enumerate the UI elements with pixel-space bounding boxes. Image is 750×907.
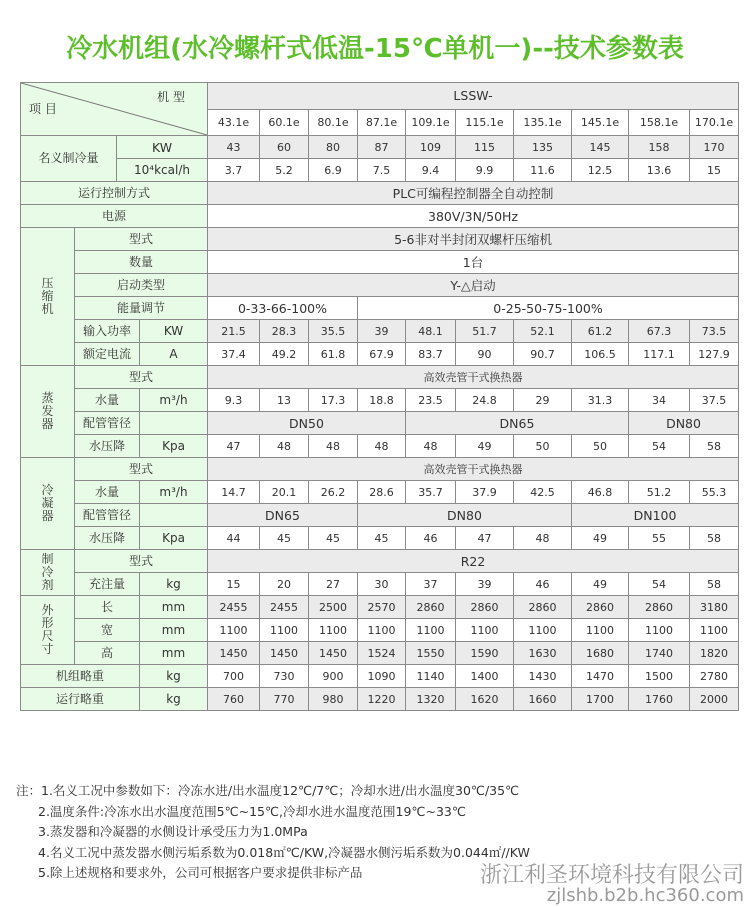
value-cell: 2860 xyxy=(456,596,514,619)
table-row xyxy=(21,481,739,504)
value-cell: 2860 xyxy=(572,596,629,619)
value-cell: 1台 xyxy=(208,251,739,274)
value-cell: 48.1 xyxy=(406,320,456,343)
value-cell: 28.6 xyxy=(358,481,406,504)
table-row xyxy=(21,619,739,642)
value-cell: 61.8 xyxy=(309,343,358,366)
value-cell: 39 xyxy=(456,573,514,596)
value-cell: 29 xyxy=(514,389,572,412)
value-cell: 5-6非对半封闭双螺杆压缩机 xyxy=(208,228,739,251)
value-cell: 51.7 xyxy=(456,320,514,343)
table-row xyxy=(21,205,739,228)
value-cell: 60 xyxy=(260,136,309,159)
value-cell: 55 xyxy=(629,527,690,550)
value-cell: 1100 xyxy=(690,619,739,642)
label-cell: 压 缩 机 xyxy=(21,228,75,366)
label-cell: 数量 xyxy=(75,251,208,274)
label-cell: mm xyxy=(140,596,208,619)
value-cell: 1100 xyxy=(514,619,572,642)
value-cell: 2860 xyxy=(406,596,456,619)
value-cell: 48 xyxy=(309,435,358,458)
value-cell: 2860 xyxy=(514,596,572,619)
value-cell: 18.8 xyxy=(358,389,406,412)
value-cell: 52.1 xyxy=(514,320,572,343)
value-cell: 1524 xyxy=(358,642,406,665)
value-cell: 1740 xyxy=(629,642,690,665)
value-cell: 37.5 xyxy=(690,389,739,412)
value-cell: 2780 xyxy=(690,665,739,688)
value-cell: 0-25-50-75-100% xyxy=(358,297,739,320)
value-cell: 3180 xyxy=(690,596,739,619)
label-cell: 10⁴kcal/h xyxy=(117,159,208,182)
label-cell: 型式 xyxy=(75,550,208,573)
value-cell: 1820 xyxy=(690,642,739,665)
table-row xyxy=(21,389,739,412)
label-cell: 蒸 发 器 xyxy=(21,366,75,458)
value-cell: 48 xyxy=(514,527,572,550)
value-cell: R22 xyxy=(208,550,739,573)
table-row xyxy=(21,159,739,182)
corner-item-label: 项 目 xyxy=(29,102,57,116)
value-cell: 1100 xyxy=(406,619,456,642)
value-cell: DN100 xyxy=(572,504,739,527)
value-cell: 1450 xyxy=(309,642,358,665)
label-cell: 额定电流 xyxy=(75,343,140,366)
value-cell: 46 xyxy=(514,573,572,596)
corner-header xyxy=(21,83,208,136)
label-cell: 输入功率 xyxy=(75,320,140,343)
value-cell: DN80 xyxy=(358,504,572,527)
table-row xyxy=(21,504,739,527)
value-cell: 37.4 xyxy=(208,343,260,366)
value-cell: 45 xyxy=(358,527,406,550)
value-cell: 30 xyxy=(358,573,406,596)
value-cell: 54 xyxy=(629,435,690,458)
value-cell: 13.6 xyxy=(629,159,690,182)
model-cell: 158.1e xyxy=(629,109,690,136)
table-row xyxy=(21,412,739,435)
label-cell: 冷 凝 器 xyxy=(21,458,75,550)
value-cell: 115 xyxy=(456,136,514,159)
value-cell: 34 xyxy=(629,389,690,412)
label-cell: Kpa xyxy=(140,435,208,458)
table-row xyxy=(21,297,739,320)
table-row xyxy=(21,665,739,688)
label-cell: kg xyxy=(140,665,208,688)
value-cell: 58 xyxy=(690,573,739,596)
value-cell: 48 xyxy=(260,435,309,458)
label-cell: mm xyxy=(140,619,208,642)
model-cell: 170.1e xyxy=(690,109,739,136)
value-cell: 17.3 xyxy=(309,389,358,412)
value-cell: 760 xyxy=(208,688,260,711)
value-cell: 770 xyxy=(260,688,309,711)
value-cell: 1660 xyxy=(514,688,572,711)
value-cell: 35.5 xyxy=(309,320,358,343)
value-cell: 14.7 xyxy=(208,481,260,504)
value-cell: 2570 xyxy=(358,596,406,619)
value-cell: 6.9 xyxy=(309,159,358,182)
value-cell: 2455 xyxy=(208,596,260,619)
value-cell: 20.1 xyxy=(260,481,309,504)
label-cell: 高 xyxy=(75,642,140,665)
table-row xyxy=(21,435,739,458)
value-cell: 12.5 xyxy=(572,159,629,182)
label-cell: 充注量 xyxy=(75,573,140,596)
value-cell: 1700 xyxy=(572,688,629,711)
value-cell: 51.2 xyxy=(629,481,690,504)
table-row xyxy=(21,182,739,205)
value-cell: Y-△启动 xyxy=(208,274,739,297)
label-cell: 制 冷 剂 xyxy=(21,550,75,596)
value-cell: 1320 xyxy=(406,688,456,711)
label-cell: 水量 xyxy=(75,389,140,412)
value-cell: 1220 xyxy=(358,688,406,711)
model-cell: 135.1e xyxy=(514,109,572,136)
value-cell: 43 xyxy=(208,136,260,159)
value-cell: 109 xyxy=(406,136,456,159)
value-cell: 0-33-66-100% xyxy=(208,297,358,320)
note: 注：1.名义工况中参数如下：冷冻水进/出水温度12℃/7℃；冷却水进/出水温度30℃/35℃ xyxy=(16,783,520,798)
corner-model-label: 机 型 xyxy=(157,90,185,104)
value-cell: 1470 xyxy=(572,665,629,688)
value-cell: 170 xyxy=(690,136,739,159)
value-cell: 67.3 xyxy=(629,320,690,343)
value-cell: 11.6 xyxy=(514,159,572,182)
value-cell: 73.5 xyxy=(690,320,739,343)
note: 5.除上述规格和要求外，公司可根据客户要求提供非标产品 xyxy=(38,865,363,880)
label-cell: Kpa xyxy=(140,527,208,550)
table-row xyxy=(21,688,739,711)
table-row xyxy=(21,274,739,297)
value-cell: 1590 xyxy=(456,642,514,665)
value-cell: 49 xyxy=(572,527,629,550)
value-cell: 1090 xyxy=(358,665,406,688)
value-cell: 3.7 xyxy=(208,159,260,182)
label-cell: 外 形 尺 寸 xyxy=(21,596,75,665)
value-cell: DN50 xyxy=(208,412,406,435)
note: 2.温度条件:冷冻水出水温度范围5℃~15℃,冷却水进水温度范围19℃~33℃ xyxy=(38,803,466,819)
value-cell: 45 xyxy=(260,527,309,550)
model-cell: 43.1e xyxy=(208,109,260,136)
value-cell: 1500 xyxy=(629,665,690,688)
value-cell: 28.3 xyxy=(260,320,309,343)
label-cell xyxy=(140,412,208,435)
label-cell: A xyxy=(140,343,208,366)
value-cell: 50 xyxy=(514,435,572,458)
label-cell: m³/h xyxy=(140,481,208,504)
table-row xyxy=(21,527,739,550)
label-cell: m³/h xyxy=(140,389,208,412)
table-row xyxy=(21,343,739,366)
value-cell: 1450 xyxy=(208,642,260,665)
value-cell: 46.8 xyxy=(572,481,629,504)
value-cell: 20 xyxy=(260,573,309,596)
label-cell: KW xyxy=(117,136,208,159)
value-cell: 1450 xyxy=(260,642,309,665)
value-cell: 48 xyxy=(406,435,456,458)
value-cell: 87 xyxy=(358,136,406,159)
value-cell: 54 xyxy=(629,573,690,596)
watermark-company: 浙江利圣环境科技有限公司 xyxy=(479,863,744,888)
table-row xyxy=(21,228,739,251)
value-cell: 9.9 xyxy=(456,159,514,182)
label-cell: kg xyxy=(140,573,208,596)
label-cell: 水压降 xyxy=(75,435,140,458)
value-cell: 135 xyxy=(514,136,572,159)
table-row xyxy=(21,136,739,159)
value-cell: 1620 xyxy=(456,688,514,711)
value-cell: 高效壳管干式换热器 xyxy=(208,366,739,389)
table-row xyxy=(21,458,739,481)
label-cell: 宽 xyxy=(75,619,140,642)
value-cell: 44 xyxy=(208,527,260,550)
value-cell: 1140 xyxy=(406,665,456,688)
label-cell: 能量调节 xyxy=(75,297,208,320)
model-cell: 87.1e xyxy=(358,109,406,136)
value-cell: 83.7 xyxy=(406,343,456,366)
label-cell: 水量 xyxy=(75,481,140,504)
spec-table xyxy=(20,82,739,711)
table-row xyxy=(21,251,739,274)
value-cell: 15 xyxy=(690,159,739,182)
model-cell: 80.1e xyxy=(309,109,358,136)
value-cell: 27 xyxy=(309,573,358,596)
value-cell: 90 xyxy=(456,343,514,366)
value-cell: 1430 xyxy=(514,665,572,688)
table-row xyxy=(21,320,739,343)
label-cell: 电源 xyxy=(21,205,208,228)
header-row xyxy=(21,83,739,110)
label-cell: kg xyxy=(140,688,208,711)
series-name: LSSW- xyxy=(208,83,739,110)
value-cell: 58 xyxy=(690,435,739,458)
value-cell: 35.7 xyxy=(406,481,456,504)
note: 3.蒸发器和冷凝器的水侧设计承受压力为1.0MPa xyxy=(38,824,308,839)
value-cell: 45 xyxy=(309,527,358,550)
label-cell: mm xyxy=(140,642,208,665)
value-cell: DN65 xyxy=(406,412,629,435)
value-cell: 高效壳管干式换热器 xyxy=(208,458,739,481)
value-cell: 1100 xyxy=(629,619,690,642)
label-cell: 运行控制方式 xyxy=(21,182,208,205)
value-cell: 2000 xyxy=(690,688,739,711)
value-cell: 1680 xyxy=(572,642,629,665)
label-cell: 型式 xyxy=(75,228,208,251)
value-cell: 730 xyxy=(260,665,309,688)
value-cell: 55.3 xyxy=(690,481,739,504)
value-cell: 1400 xyxy=(456,665,514,688)
label-cell xyxy=(140,504,208,527)
label-cell: 运行略重 xyxy=(21,688,140,711)
value-cell: 13 xyxy=(260,389,309,412)
model-cell: 109.1e xyxy=(406,109,456,136)
value-cell: 23.5 xyxy=(406,389,456,412)
value-cell: 106.5 xyxy=(572,343,629,366)
value-cell: 145 xyxy=(572,136,629,159)
value-cell: 2500 xyxy=(309,596,358,619)
value-cell: 2860 xyxy=(629,596,690,619)
model-cell: 60.1e xyxy=(260,109,309,136)
value-cell: 1100 xyxy=(309,619,358,642)
label-cell: 配管管径 xyxy=(75,412,140,435)
value-cell: 50 xyxy=(572,435,629,458)
value-cell: 21.5 xyxy=(208,320,260,343)
value-cell: 61.2 xyxy=(572,320,629,343)
value-cell: 15 xyxy=(208,573,260,596)
value-cell: 117.1 xyxy=(629,343,690,366)
value-cell: 9.4 xyxy=(406,159,456,182)
value-cell: 1100 xyxy=(572,619,629,642)
label-cell: 名义制冷量 xyxy=(21,136,117,182)
table-row xyxy=(21,573,739,596)
value-cell: 31.3 xyxy=(572,389,629,412)
value-cell: 900 xyxy=(309,665,358,688)
value-cell: 2455 xyxy=(260,596,309,619)
value-cell: 58 xyxy=(690,527,739,550)
value-cell: 47 xyxy=(456,527,514,550)
page-title: 冷水机组(水冷螺杆式低温-15℃单机一)--技术参数表 xyxy=(66,34,684,64)
value-cell: 5.2 xyxy=(260,159,309,182)
value-cell: 158 xyxy=(629,136,690,159)
value-cell: 1100 xyxy=(358,619,406,642)
value-cell: 980 xyxy=(309,688,358,711)
label-cell: 水压降 xyxy=(75,527,140,550)
label-cell: 型式 xyxy=(75,458,208,481)
model-cell: 145.1e xyxy=(572,109,629,136)
value-cell: DN65 xyxy=(208,504,358,527)
value-cell: 42.5 xyxy=(514,481,572,504)
value-cell: 39 xyxy=(358,320,406,343)
table-row xyxy=(21,550,739,573)
value-cell: 46 xyxy=(406,527,456,550)
value-cell: 9.3 xyxy=(208,389,260,412)
value-cell: PLC可编程控制器全自动控制 xyxy=(208,182,739,205)
value-cell: 380V/3N/50Hz xyxy=(208,205,739,228)
value-cell: 80 xyxy=(309,136,358,159)
label-cell: 配管管径 xyxy=(75,504,140,527)
note: 4.名义工况中蒸发器水侧污垢系数为0.018㎡℃/KW,冷凝器水侧污垢系数为0.044㎡//KW xyxy=(38,844,530,860)
notes xyxy=(16,781,530,884)
table-row xyxy=(21,642,739,665)
label-cell: 型式 xyxy=(75,366,208,389)
value-cell: 700 xyxy=(208,665,260,688)
value-cell: 90.7 xyxy=(514,343,572,366)
value-cell: 24.8 xyxy=(456,389,514,412)
value-cell: 67.9 xyxy=(358,343,406,366)
label-cell: 启动类型 xyxy=(75,274,208,297)
value-cell: 37.9 xyxy=(456,481,514,504)
value-cell: 7.5 xyxy=(358,159,406,182)
table-row xyxy=(21,596,739,619)
value-cell: 26.2 xyxy=(309,481,358,504)
value-cell: 48 xyxy=(358,435,406,458)
table-row xyxy=(21,366,739,389)
value-cell: 127.9 xyxy=(690,343,739,366)
value-cell: 49.2 xyxy=(260,343,309,366)
value-cell: 1630 xyxy=(514,642,572,665)
value-cell: 37 xyxy=(406,573,456,596)
value-cell: 1550 xyxy=(406,642,456,665)
value-cell: 1100 xyxy=(456,619,514,642)
value-cell: 49 xyxy=(456,435,514,458)
value-cell: 49 xyxy=(572,573,629,596)
value-cell: DN80 xyxy=(629,412,739,435)
value-cell: 1760 xyxy=(629,688,690,711)
value-cell: 1100 xyxy=(208,619,260,642)
value-cell: 47 xyxy=(208,435,260,458)
label-cell: 机组略重 xyxy=(21,665,140,688)
label-cell: KW xyxy=(140,320,208,343)
label-cell: 长 xyxy=(75,596,140,619)
value-cell: 1100 xyxy=(260,619,309,642)
model-cell: 115.1e xyxy=(456,109,514,136)
watermark-site: zjlshb.b2b.hc360.com xyxy=(546,885,744,906)
